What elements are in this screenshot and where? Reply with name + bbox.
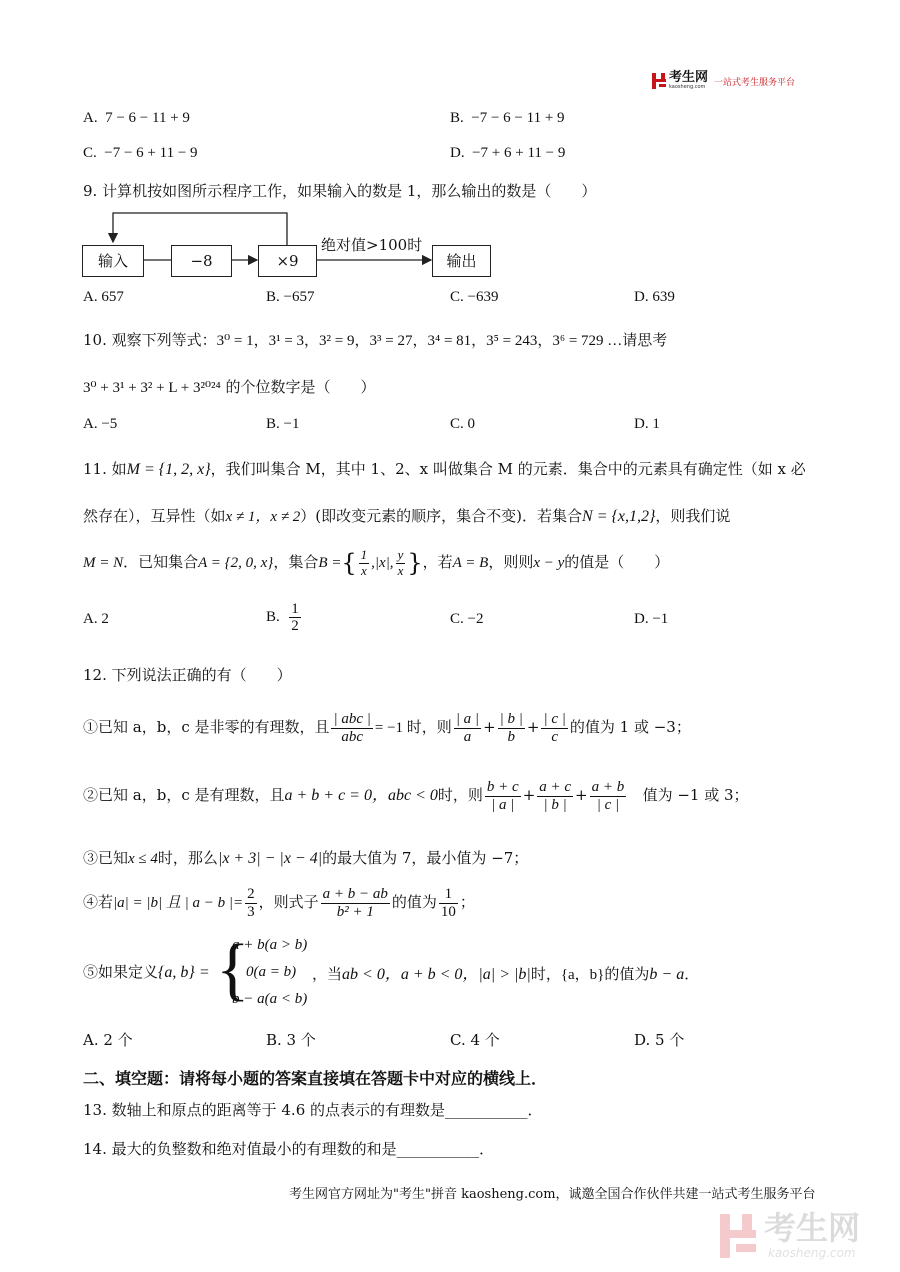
q11-option-d: D. −1 <box>634 611 669 627</box>
q10-option-c: C. 0 <box>450 416 476 432</box>
q12-option-d: D. 5 个 <box>634 1031 685 1049</box>
q10-option-a: A. −5 <box>83 416 118 432</box>
q12-statement-1: ①已知 a，b，c 是非零的有理数，且 $\frac{\text{| abc |}}{\text{abc}}$ = −1 时，则 $\frac{| a |}{a}$ + $\frac{| b |}{b}$ + $\frac{| c |}{c}$ 的值为 1 或 −3； <box>83 711 691 745</box>
logo-name: 考生网 kaosheng.com <box>669 70 709 90</box>
watermark-name: 考生网 <box>764 1209 861 1247</box>
q14-text: 14. 最大的负整数和绝对值最小的有理数的和是___________． <box>83 1140 495 1158</box>
q13-text: 13. 数轴上和原点的距离等于 4.6 的点表示的有理数是___________． <box>83 1101 543 1119</box>
q9-stem: 9. 计算机按如图所示程序工作，如果输入的数是 1，那么输出的数是（ ） <box>83 182 597 200</box>
q12-stem: 12. 下列说法正确的有（ ） <box>83 666 292 684</box>
q12-case-2: 0(a = b) <box>246 964 297 980</box>
q11-option-a: A. 2 <box>83 611 109 627</box>
q10-line1: 10. 观察下列等式：3⁰ = 1，3¹ = 3，3² = 9，3³ = 27，3⁴ = 81，3⁵ = 243，3⁶ = 729 …请思考 <box>83 331 668 349</box>
q12-option-b: B. 3 个 <box>266 1031 316 1049</box>
q11-option-c: C. −2 <box>450 611 484 627</box>
q11-line1: 11. 如M = {1, 2, x}，我们叫集合 M，其中 1、2、x 叫做集合 M 的元素．集合中的元素具有确定性（如 x 必 <box>83 460 806 478</box>
q12-option-c: C. 4 个 <box>450 1031 500 1049</box>
q8-option-c: C. −7 − 6 + 11 − 9 <box>83 145 198 161</box>
flow-output-box: 输出 <box>432 245 491 277</box>
flow-loop-arrow <box>113 213 287 245</box>
q10-option-b: B. −1 <box>266 416 300 432</box>
header-slogan: 一站式考生服务平台 <box>714 77 796 88</box>
q12-statement-5-lead: ⑤如果定义{a, b} = <box>83 963 210 981</box>
q10-line2: 3⁰ + 3¹ + 3² + L + 3²⁰²⁴ 的个位数字是（ ） <box>83 378 376 396</box>
q9-option-b: B. −657 <box>266 289 315 305</box>
section-2-title: 二、填空题：请将每小题的答案直接填在答题卡中对应的横线上． <box>83 1069 548 1088</box>
q12-case-brace: { <box>216 931 250 1008</box>
q9-option-c: C. −639 <box>450 289 499 305</box>
flow-times9-box: ×9 <box>258 245 317 277</box>
kaosheng-logo-icon <box>652 73 666 89</box>
q11-line2: 然存在），互异性（如x ≠ 1，x ≠ 2）(即改变元素的顺序，集合不变)．若集合N = {x,1,2}，则我们说 <box>83 507 731 525</box>
q9-option-d: D. 639 <box>634 289 675 305</box>
footer-watermark <box>716 1210 886 1262</box>
q12-case-3: b − a(a < b) <box>232 991 308 1007</box>
flow-condition-label: 绝对值>100时 <box>321 236 423 254</box>
watermark-logo-icon <box>716 1212 760 1260</box>
q12-statement-5-rest: ，当ab < 0，a + b < 0，|a| > |b|时，{a，b}的值为b − a． <box>312 965 700 983</box>
q12-case-1: a + b(a > b) <box>232 937 308 953</box>
q8-option-b: B. −7 − 6 − 11 + 9 <box>450 110 565 126</box>
flow-input-box: 输入 <box>82 245 144 277</box>
watermark-domain: kaosheng.com <box>768 1246 856 1260</box>
q12-statement-4: ④若|a| = |b| 且 | a − b |= $\frac{2}{3}$ ，则式子 $\frac{a + b - ab}{\text{b² + 1}}$ 的值为 $\frac{1}{10}$ ； <box>83 886 475 920</box>
q12-statement-3: ③已知x ≤ 4时，那么|x + 3| − |x − 4|的最大值为 7，最小值为 −7； <box>83 849 529 867</box>
q12-statement-2: ②已知 a，b，c 是有理数，且a + b + c = 0，abc < 0时，则 $\frac{b + c}{| a |}$ + $\frac{a + c}{| b |}$ + $\frac{a + b}{| c |}$ 值为 −1 或 3； <box>83 779 749 813</box>
q11-line3: M = N．已知集合A = {2, 0, x}，集合B ={ $\frac{1}{x}$ ,|x|, $\frac{y}{x}$ }，若A = B，则则x − y的值是（ ） <box>83 547 670 578</box>
q12-option-a: A. 2 个 <box>83 1031 133 1049</box>
header-logo <box>652 72 795 90</box>
footer-text: 考生网官方网址为"考生"拼音 kaosheng.com，诚邀全国合作伙伴共建一站式考生服务平台 <box>289 1187 816 1202</box>
q10-option-d: D. 1 <box>634 416 660 432</box>
q8-option-d: D. −7 + 6 + 11 − 9 <box>450 145 566 161</box>
flow-minus8-box: −8 <box>171 245 232 277</box>
q9-option-a: A. 657 <box>83 289 124 305</box>
q11-option-b: B. $\frac{1}{2}$ <box>266 600 299 635</box>
q8-option-a: A. 7 − 6 − 11 + 9 <box>83 110 190 126</box>
